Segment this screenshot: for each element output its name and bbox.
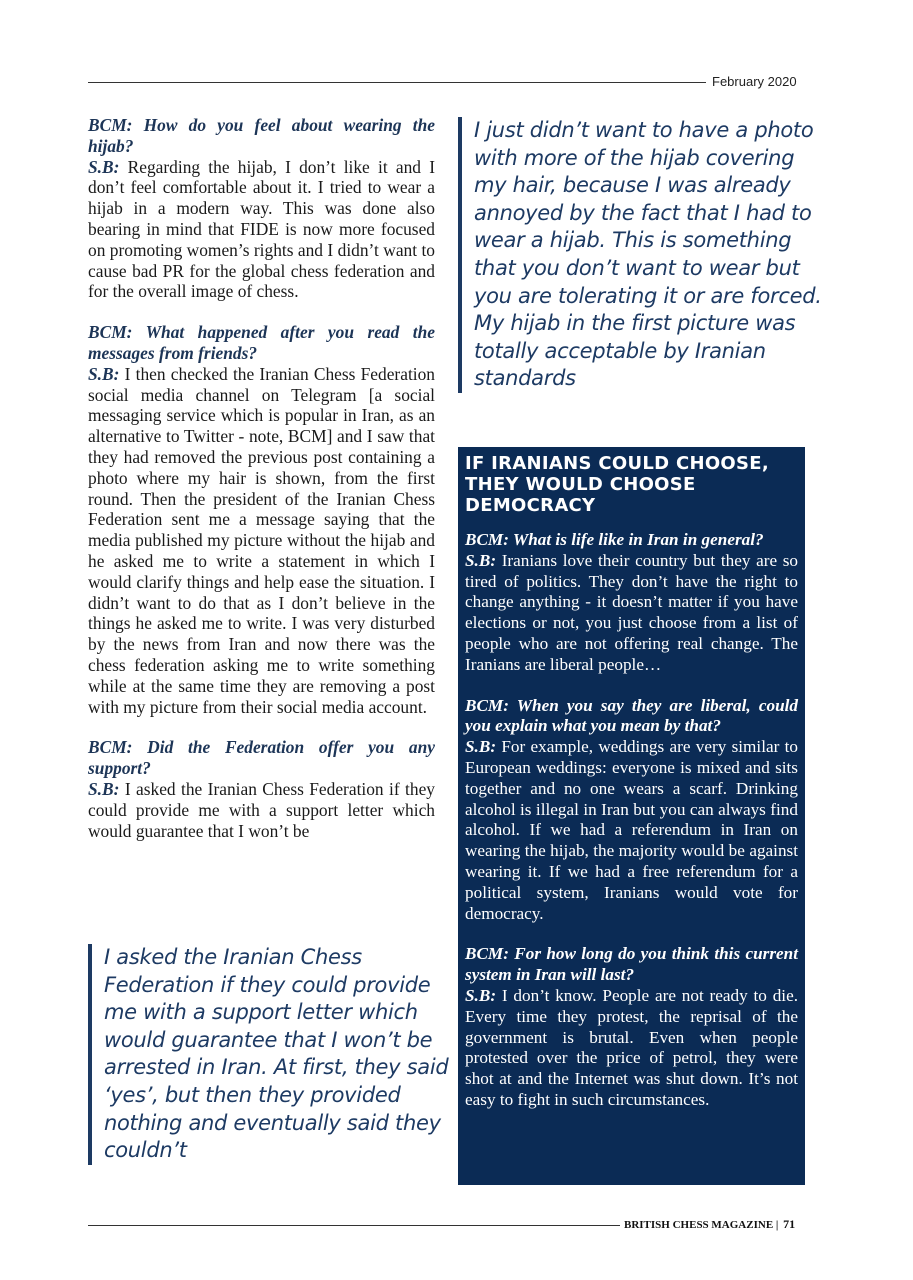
speaker-label: S.B: xyxy=(88,363,120,384)
interview-question: BCM: What is life like in Iran in general? xyxy=(465,530,764,549)
pull-quote-right xyxy=(458,117,824,393)
interview-question: BCM: How do you feel about wearing the hijab? xyxy=(88,115,435,156)
qa-block xyxy=(465,944,798,1110)
interview-answer: Iranians love their country but they are so tired of politics. They don’t have the right to change anything - it doesn’t matter if you have elections or not, you just choose from a list of people who are not offering real change. The Iranians are liberal people… xyxy=(465,550,799,674)
left-column xyxy=(88,115,435,841)
speaker-label: S.B: xyxy=(88,156,120,177)
footer-separator: | xyxy=(775,1219,779,1231)
qa-block xyxy=(88,322,435,717)
speaker-label: S.B: xyxy=(465,550,497,570)
box-title: IF IRANIANS COULD CHOOSE, THEY WOULD CHOOSE DEMOCRACY xyxy=(465,453,770,516)
page-number: 71 xyxy=(783,1217,796,1231)
pull-quote-text: I just didn’t want to have a photo with more of the hijab covering my hair, because I was already annoyed by the fact that I had to wear a hijab. This is something that you don’t want to wear but you are tolerating it or are forced. My hijab in the first picture was totally acceptable by Iranian standards xyxy=(474,118,822,391)
interview-answer: Regarding the hijab, I don’t like it and I don’t feel comfortable about it. I tried to wear a hijab in a modern way. This was done also bearing in mind that FIDE is now more focused on promoting women’s rights and I didn’t want to cause bad PR for the global chess federation and for the overall image of chess. xyxy=(88,156,435,302)
interview-question: BCM: When you say they are liberal, could you explain what you mean by that? xyxy=(465,695,798,736)
header-rule xyxy=(88,82,706,83)
pull-quote-left xyxy=(88,944,456,1165)
qa-block xyxy=(465,530,798,676)
page-footer xyxy=(624,1217,795,1232)
speaker-label: S.B: xyxy=(88,778,120,799)
interview-answer: I don’t know. People are not ready to die. Every time they protest, the reprisal of the government is brutal. Even when people protested over the price of petrol, they were shot at and the Internet was shut down. It’s not easy to fight in such circumstances. xyxy=(465,985,799,1109)
speaker-label: S.B: xyxy=(465,985,497,1005)
issue-date: February 2020 xyxy=(712,74,797,89)
interview-answer: I asked the Iranian Chess Federation if they could provide me with a support letter which would guarantee that I won’t be xyxy=(88,778,435,841)
interview-question: BCM: What happened after you read the messages from friends? xyxy=(88,322,435,363)
speaker-label: S.B: xyxy=(465,737,497,757)
sidebar-box xyxy=(458,447,805,1185)
interview-answer: I then checked the Iranian Chess Federation social media channel on Telegram [a social messaging service which is popular in Iran, as an alternative to Twitter - note, BCM] and I saw that they had removed the previous post containing a photo where my hair is shown, from the first round. Then the president of the Iranian Chess Federation sent me a message saying that the media published my picture without the hijab and he asked me to write a statement in which I would clarify things and help ease the situation. I didn’t want to do that as I don’t believe in the things he asked me to write. I was very disturbed by the news from Iran and now there was the chess federation asking me to write something while at the same time they are removing a post with my picture from their social media account. xyxy=(88,363,435,717)
qa-block xyxy=(88,115,435,302)
qa-block xyxy=(88,737,435,841)
interview-question: BCM: For how long do you think this current system in Iran will last? xyxy=(465,944,798,985)
magazine-name: BRITISH CHESS MAGAZINE xyxy=(624,1219,774,1231)
pull-quote-text: I asked the Iranian Chess Federation if they could provide me with a support letter which would guarantee that I won’t be arrested in Iran. At first, they said ‘yes’, but then they provided nothing and eventually said they couldn’t xyxy=(104,945,449,1163)
interview-answer: For example, weddings are very similar to European weddings: everyone is mixed and sits together and no one wears a scarf. Drinking alcohol is illegal in Iran but you can always find alcohol. If we had a referendum in Iran on wearing the hijab, the majority would be against wearing it. If we had a free referendum for a political system, Iranians would vote for democracy. xyxy=(465,737,798,923)
interview-question: BCM: Did the Federation offer you any support? xyxy=(88,737,435,779)
footer-rule xyxy=(88,1225,620,1226)
qa-block xyxy=(465,696,798,925)
